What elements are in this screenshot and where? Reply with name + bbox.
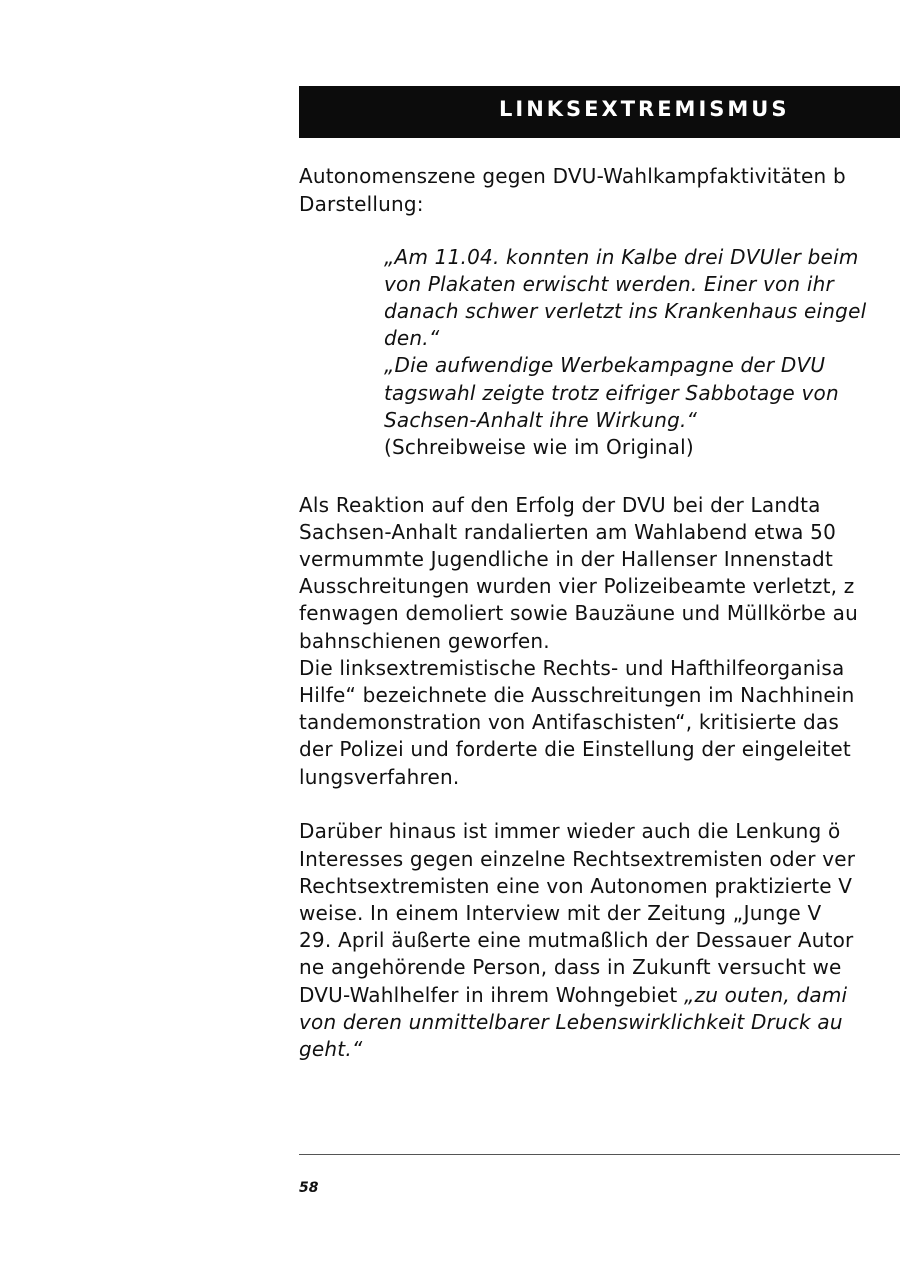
footer-rule <box>299 1154 900 1155</box>
paragraph-2-line: Hilfe“ bezeichnete die Ausschreitungen im Nachhinein <box>299 683 855 707</box>
quote-line: „Am 11.04. konnten in Kalbe drei DVUler beim <box>384 245 859 269</box>
paragraph-3-quote-line: von deren unmittelbarer Lebenswirklichkeit Druck au <box>299 1010 843 1034</box>
paragraph-1-line: bahnschienen geworfen. <box>299 629 550 653</box>
paragraph-1-line: Als Reaktion auf den Erfolg der DVU bei der Landta <box>299 493 821 517</box>
paragraph-3-quote-line: geht.“ <box>299 1037 363 1061</box>
paragraph-2-line: der Polizei und forderte die Einstellung der eingeleitet <box>299 737 851 761</box>
paragraph-3-line: 29. April äußerte eine mutmaßlich der Dessauer Autor <box>299 928 854 952</box>
paragraph-3-line: weise. In einem Interview mit der Zeitung „Junge V <box>299 901 822 925</box>
quote-line: Sachsen-Anhalt ihre Wirkung.“ <box>384 408 698 432</box>
paragraph-2-line: tandemonstration von Antifaschisten“, kritisierte das <box>299 710 839 734</box>
intro-line: Darstellung: <box>299 192 424 216</box>
paragraph-2-line: Die linksextremistische Rechts- und Hafthilfeorganisa <box>299 656 845 680</box>
paragraph-1-line: vermummte Jugendliche in der Hallenser Innenstadt <box>299 547 833 571</box>
paragraph-2-line: lungsverfahren. <box>299 765 460 789</box>
intro-line: Autonomenszene gegen DVU-Wahlkampfaktivitäten b <box>299 164 846 188</box>
quote-line: von Plakaten erwischt werden. Einer von ihr <box>384 272 834 296</box>
page-number: 58 <box>299 1180 319 1196</box>
paragraph-3-line: ne angehörende Person, dass in Zukunft versucht we <box>299 955 842 979</box>
paragraph-3-text: DVU-Wahlhelfer in ihrem Wohngebiet <box>299 983 678 1007</box>
quote-line: den.“ <box>384 326 440 350</box>
paragraph-3-line: Interesses gegen einzelne Rechtsextremisten oder ver <box>299 847 856 871</box>
quote-line: „Die aufwendige Werbekampagne der DVU <box>384 353 826 377</box>
quote-line: danach schwer verletzt ins Krankenhaus eingel <box>384 299 867 323</box>
section-title: LINKSEXTREMISMUS <box>499 97 790 121</box>
paragraph-3-quote: „zu outen, dami <box>683 983 848 1007</box>
paragraph-3-line <box>299 982 847 1008</box>
paragraph-1-line: Ausschreitungen wurden vier Polizeibeamte verletzt, z <box>299 574 855 598</box>
section-header-bar <box>299 86 900 138</box>
paragraph-3-line: Rechtsextremisten eine von Autonomen praktizierte V <box>299 874 853 898</box>
paragraph-1-line: fenwagen demoliert sowie Bauzäune und Müllkörbe au <box>299 601 858 625</box>
paragraph-3-line: Darüber hinaus ist immer wieder auch die Lenkung ö <box>299 819 841 843</box>
quote-note: (Schreibweise wie im Original) <box>384 435 694 459</box>
paragraph-1-line: Sachsen-Anhalt randalierten am Wahlabend etwa 50 <box>299 520 837 544</box>
quote-line: tagswahl zeigte trotz eifriger Sabbotage von <box>384 381 839 405</box>
